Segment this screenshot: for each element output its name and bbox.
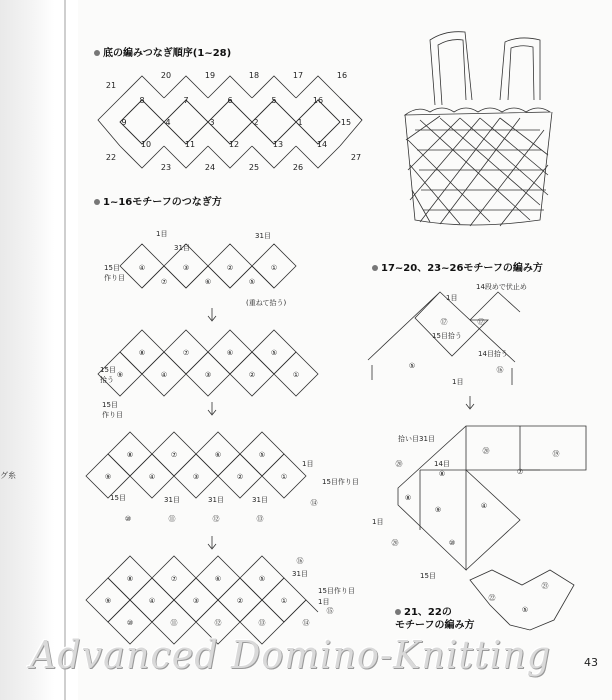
motif-label: ⑨ [104,597,112,605]
motif-label: ⑪ [170,619,178,627]
motif-label: ④ [480,502,488,510]
heading-motif-17-26: 17~20、23~26モチーフの編み方 [372,259,543,274]
motif-label: ② [248,371,256,379]
motif-label: ⑩ [124,515,132,523]
stitch-label: 15目作り目 [318,587,355,595]
motif-label: ⑦ [170,451,178,459]
stitch-label: 31目 [174,244,190,252]
motif-17-26-diagram [368,282,527,386]
order-number: 12 [228,140,240,149]
motif-label: ⑦ [160,278,168,286]
down-arrow-icon [466,396,474,409]
motif-label: ⑥ [226,349,234,357]
stitch-label: 1目 [156,230,168,238]
motif-label: ① [280,473,288,481]
motif-label: ⑬ [258,619,266,627]
order-number: 23 [160,163,172,172]
motif-label: ④ [148,597,156,605]
motif-label: ① [292,371,300,379]
stitch-label: 15目 [104,264,120,272]
order-number: 26 [292,163,304,172]
stitch-label: 拾う [100,376,114,384]
down-arrow-icon [208,536,216,549]
motif-label: ㉒ [488,594,496,602]
order-number: 16 [336,71,348,80]
motif-label: ⑭ [302,619,310,627]
order-number: 14 [316,140,328,149]
motif-label: ⑥ [214,575,222,583]
heading-joining-1-16: 1~16モチーフのつなぎ方 [94,193,222,208]
order-number: 20 [160,71,172,80]
stitch-label: 15目作り目 [322,478,359,486]
stitch-label: 15目 [100,366,116,374]
order-number: 11 [184,140,196,149]
motif-label: ④ [160,371,168,379]
order-number: 3 [209,118,215,127]
stitch-label: 作り目 [102,411,123,419]
page-number: 43 [584,656,598,669]
order-number: 4 [165,118,171,127]
stitch-label: 31目 [255,232,271,240]
motif-label: ⑤ [248,278,256,286]
motif-label: ⑳ [391,539,399,547]
motif-label: ③ [192,597,200,605]
motif-label: ⑳ [482,447,490,455]
motif-label: ① [270,264,278,272]
stitch-label: 15目 [110,494,126,502]
motif-label: ⑧ [126,575,134,583]
order-number: 18 [248,71,260,80]
gutter-note: グ糸 [0,471,16,480]
motif-label: ② [236,473,244,481]
order-number: 8 [139,96,145,105]
order-number: 10 [140,140,152,149]
motif-label: ⑯ [496,366,504,374]
stitch-label: 31目 [164,496,180,504]
motif-label: ⑦ [516,468,524,476]
order-number: 22 [105,153,117,162]
order-number: 13 [272,140,284,149]
motif-label: ⑭ [310,499,318,507]
order-number: 2 [253,118,259,127]
motif-label: ⑥ [214,451,222,459]
motif-label: ㉑ [541,582,549,590]
motif-label: ⑤ [258,575,266,583]
motif-label: ③ [192,473,200,481]
motif-21-22-diagram [470,570,574,630]
heading-motif-21-22: 21、22の モチーフの編み方 [395,607,475,631]
order-number: 9 [121,118,127,127]
motif-label: ⑲ [552,450,560,458]
stitch-label: 31目 [292,570,308,578]
motif-label: ⑦ [170,575,178,583]
stitch-label: 14目 [434,460,450,468]
motif-label: ⑤ [258,451,266,459]
motif-label: ⑧ [126,451,134,459]
motif-label: ⑩ [448,539,456,547]
motif-label: ⑥ [204,278,212,286]
motif-label: ⑪ [168,515,176,523]
motif-label: ⑧ [138,349,146,357]
motif-label: ⑬ [256,515,264,523]
joining-step-4 [86,556,355,644]
motif-label: ⑮ [326,607,334,615]
stitch-label: (重ねて拾う) [246,299,287,307]
motif-label: ⑤ [521,606,529,614]
motif-label: ⑤ [270,349,278,357]
motif-label: ⑦ [182,349,190,357]
stitch-label: 作り目 [104,274,125,282]
motif-large-diagram [372,426,586,580]
order-number: 17 [292,71,304,80]
order-number: 25 [248,163,260,172]
stitch-label: 1目 [372,518,384,526]
stitch-label: 31目 [208,496,224,504]
order-number: 19 [204,71,216,80]
motif-label: ② [226,264,234,272]
stitch-label: 14目拾う [478,350,508,358]
motif-label: ② [236,597,244,605]
motif-label: ③ [182,264,190,272]
motif-label: ⑫ [212,515,220,523]
stitch-label: 15目 [102,401,118,409]
motif-label: ① [280,597,288,605]
order-number: 5 [271,96,277,105]
motif-label: ⑨ [434,506,442,514]
motif-label: ④ [138,264,146,272]
motif-label: ③ [204,371,212,379]
order-number: 6 [227,96,233,105]
top-joining-diagram [98,71,362,172]
joining-step-1 [104,230,296,307]
order-number: 21 [105,81,117,90]
motif-label: ⑯ [296,557,304,565]
stitch-label: 15目 [420,572,436,580]
watermark: Advanced Domino-Knitting [30,633,552,677]
stitch-label: 拾い目31目 [398,435,435,443]
joining-step-3 [86,432,359,523]
order-number: 1 [297,118,303,127]
motif-label: ⑰ [477,318,485,326]
order-number: 24 [204,163,216,172]
down-arrow-icon [208,402,216,415]
bag-illustration [405,32,552,226]
down-arrow-icon [208,308,216,321]
order-number: 27 [350,153,362,162]
motif-label: ⑳ [395,460,403,468]
stitch-label: 1目 [318,598,330,606]
order-number: 15 [340,118,352,127]
motif-label: ⑰ [440,318,448,326]
motif-label: ⑩ [126,619,134,627]
stitch-label: 15目拾う [432,332,462,340]
heading-joining-order: 底の編みつなぎ順序(1~28) [94,44,231,59]
stitch-label: 31目 [252,496,268,504]
joining-step-2 [98,330,318,419]
motif-label: ⑨ [104,473,112,481]
motif-label: ④ [148,473,156,481]
motif-label: ⑤ [408,362,416,370]
stitch-label: 1目 [446,294,458,302]
stitch-label: 1目 [302,460,314,468]
motif-label: ⑧ [404,494,412,502]
motif-label: ⑨ [116,371,124,379]
order-number: 7 [183,96,189,105]
order-number: 16 [312,96,324,105]
motif-label: ⑧ [438,470,446,478]
stitch-label: 14段めで伏止め [476,283,527,291]
stitch-label: 1目 [452,378,464,386]
motif-label: ⑫ [214,619,222,627]
